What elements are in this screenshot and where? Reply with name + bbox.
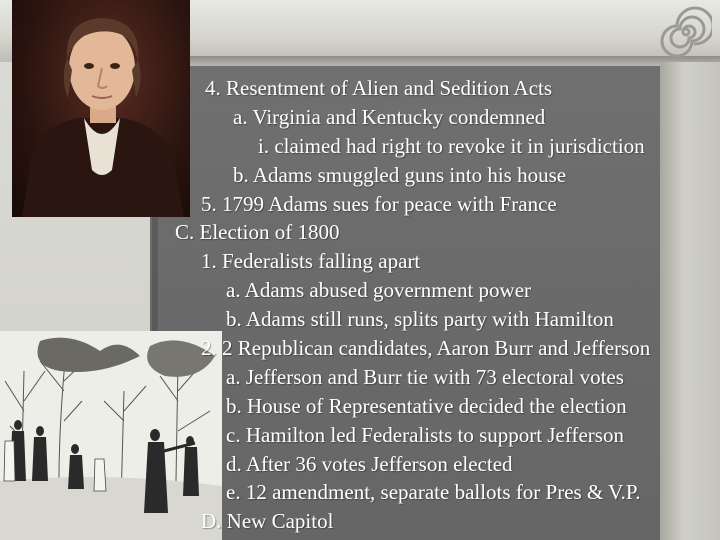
outline-line: C. Election of 1800 — [175, 220, 340, 244]
outline-line: a. Adams abused government power — [226, 278, 532, 302]
outline-line: 2. 2 Republican candidates, Aaron Burr and Jefferson — [201, 336, 651, 360]
outline-line: 1. Federalists falling apart — [201, 249, 421, 273]
outline-line: 4. Resentment of Alien and Sedition Acts — [205, 76, 553, 100]
outline-line: d. After 36 votes Jefferson elected — [226, 452, 513, 476]
outline-line: b. Adams still runs, splits party with Hamilton — [226, 307, 614, 331]
outline-line: e. 12 amendment, separate ballots for Pres & V.P. — [226, 480, 641, 504]
outline-line: c. Hamilton led Federalists to support Jefferson — [226, 423, 624, 447]
outline-line: a. Jefferson and Burr tie with 73 electoral votes — [226, 365, 624, 389]
outline-line: 5. 1799 Adams sues for peace with France — [201, 192, 557, 216]
outline-line: i. claimed had right to revoke it in jurisdiction — [258, 134, 645, 158]
outline-line: D. New Capitol — [201, 509, 334, 533]
outline-line: a. Virginia and Kentucky condemned — [233, 105, 546, 129]
outline-line: b. House of Representative decided the election — [226, 394, 627, 418]
outline-line: b. Adams smuggled guns into his house — [233, 163, 567, 187]
